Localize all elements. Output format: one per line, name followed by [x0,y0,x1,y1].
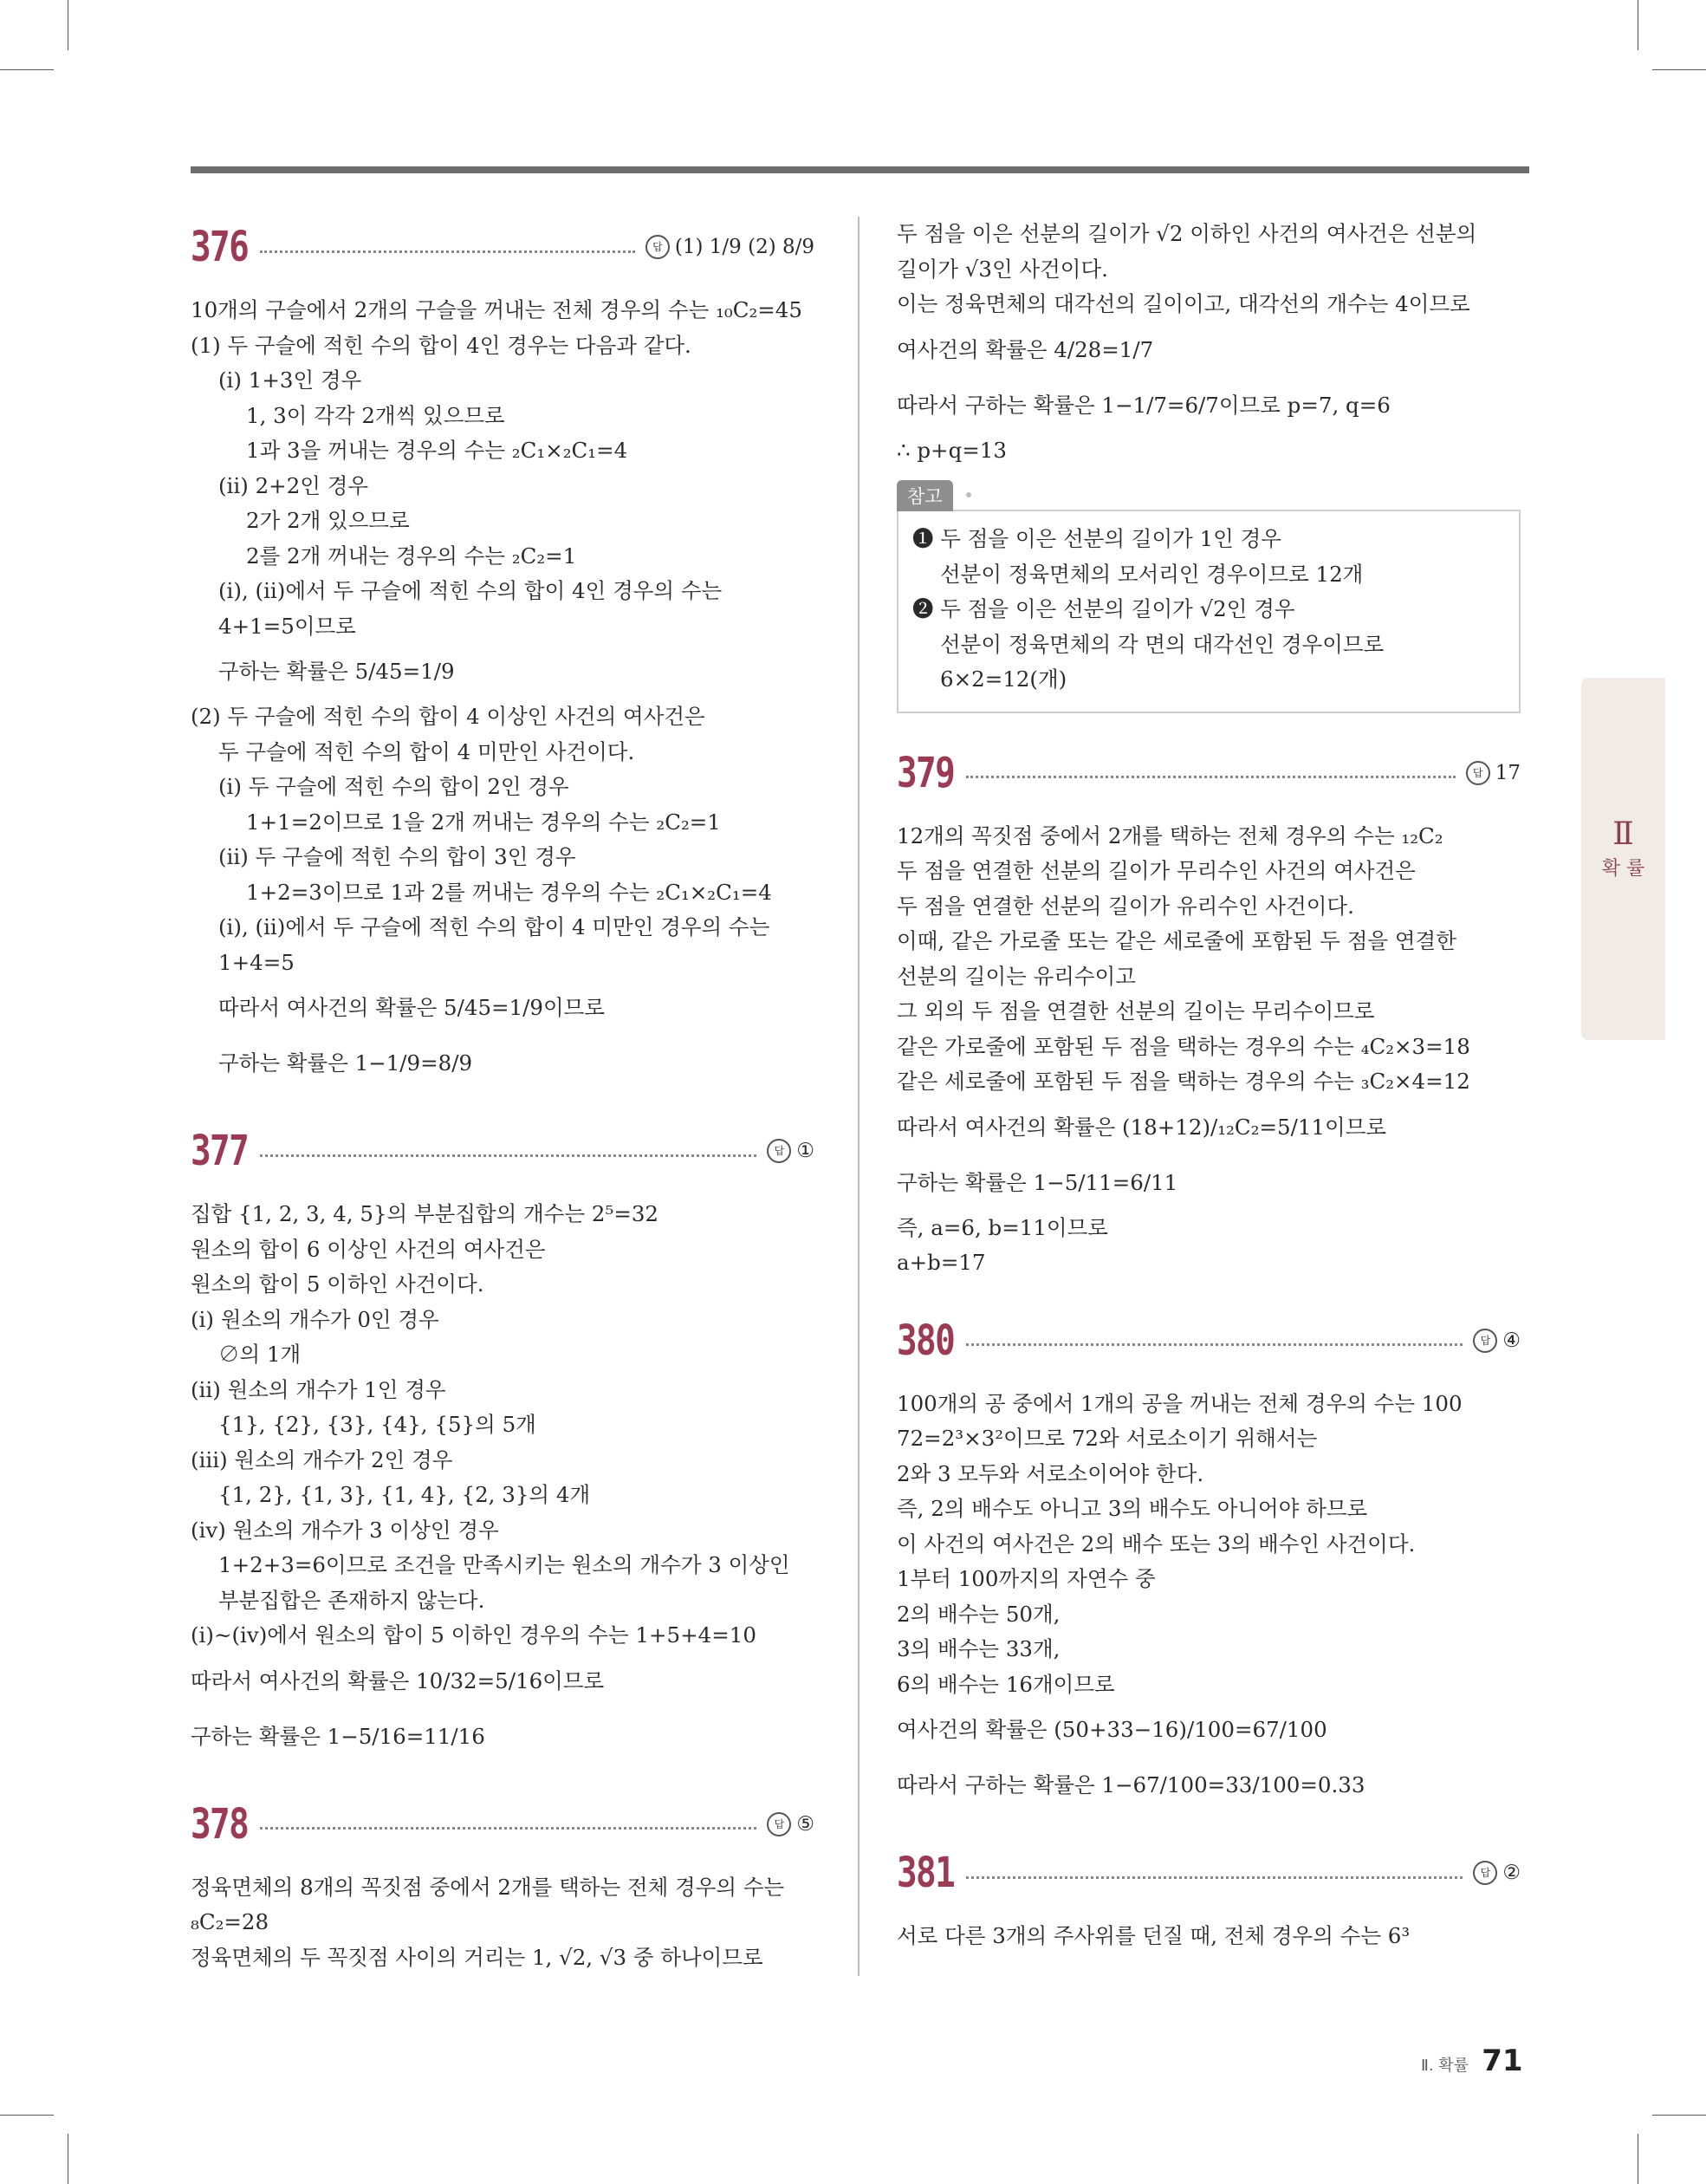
solution-line: (i) 원소의 개수가 0인 경우 [191,1306,439,1332]
section-gap [897,713,1521,743]
answer [1473,1861,1521,1885]
solution-line: 같은 세로줄에 포함된 두 점을 택하는 경우의 수는 ₃C₂×4=12 [897,1069,1470,1094]
problem-header [191,217,814,277]
solution-line: ∴ p+q=13 [897,437,1007,463]
solution-line: 4+1=5이므로 [218,613,356,639]
solution-line: 따라서 여사건의 확률은 (18+12)/₁₂C₂=5/11이므로 [897,1114,1387,1140]
answer [645,235,814,259]
solution-line: 1+2=3이므로 1과 2를 꺼내는 경우의 수는 ₂C₁×₂C₁=4 [246,879,772,905]
column-divider [858,217,859,1976]
solution-line: 100개의 공 중에서 1개의 공을 꺼내는 전체 경우의 수는 100 [897,1390,1463,1416]
answer-text: ④ [1502,1329,1521,1352]
solution-line: 구하는 확률은 5/45=1/9 [218,659,455,684]
section-gap [191,1091,814,1121]
solution-line: 따라서 구하는 확률은 1−1/7=6/7이므로 p=7, q=6 [897,392,1391,418]
solution-line: (i)~(iv)에서 원소의 합이 5 이하인 경우의 수는 1+5+4=10 [191,1622,756,1648]
answer-icon: 답 [1473,1329,1497,1353]
problem-number: 377 [191,1127,249,1175]
solution-line: 두 구슬에 적힌 수의 합이 4 미만인 사건이다. [218,738,635,764]
answer-text: ② [1502,1862,1521,1884]
solution-line: 이때, 같은 가로줄 또는 같은 세로줄에 포함된 두 점을 연결한 [897,928,1456,953]
solution-line: 서로 다른 3개의 주사위를 던질 때, 전체 경우의 수는 6³ [897,1923,1411,1948]
solution-line: 그 외의 두 점을 연결한 선분의 길이는 무리수이므로 [897,998,1375,1024]
solution-line: 두 점을 이은 선분의 길이가 √2 이하인 사건의 여사건은 선분의 [897,221,1477,246]
answer [767,1139,814,1163]
problem-header [897,1843,1521,1903]
solution-line: (2) 두 구슬에 적힌 수의 합이 4 이상인 사건의 여사건은 [191,704,705,729]
solution-line: (ii) 원소의 개수가 1인 경우 [191,1376,446,1402]
solution-line: 2를 2개 꺼내는 경우의 수는 ₂C₂=1 [246,543,577,569]
solution-line: ∅의 1개 [218,1342,302,1367]
answer-text: ⑤ [796,1812,814,1836]
solution-line: 따라서 구하는 확률은 1−67/100=33/100=0.33 [897,1772,1365,1797]
solution-line: 여사건의 확률은 4/28=1/7 [897,336,1154,362]
solution-line: 10개의 구슬에서 2개의 구슬을 꺼내는 전체 경우의 수는 ₁₀C₂=45 [191,297,802,322]
page-number: 71 [1482,2044,1523,2078]
chapter-side-label: 확 률 [1601,858,1645,880]
answer-icon: 답 [1473,1861,1497,1885]
note-label: 참고 [897,480,953,511]
problem-header [897,743,1521,803]
note-body [897,510,1521,713]
right-column [897,217,1521,1954]
crop-mark [1652,2115,1706,2116]
note-line: 선분이 정육면체의 모서리인 경우이므로 12개 [940,561,1364,587]
solution-line: 이 사건의 여사건은 2의 배수 또는 3의 배수인 사건이다. [897,1531,1416,1557]
answer [1473,1329,1521,1353]
problem-number: 379 [897,748,955,797]
solution-line: 따라서 여사건의 확률은 10/32=5/16이므로 [191,1667,605,1693]
left-column [191,217,814,1975]
answer-text: 17 [1495,761,1521,784]
solution-line: 2의 배수는 50개, [897,1601,1061,1627]
solution-line: (i), (ii)에서 두 구슬에 적힌 수의 합이 4인 경우의 수는 [218,578,723,603]
solution-line: 집합 {1, 2, 3, 4, 5}의 부분집합의 개수는 2⁵=32 [191,1201,659,1226]
solution-line: 부분집합은 존재하지 않는다. [218,1587,485,1613]
problem-number: 378 [191,1799,249,1849]
solution-line: 2가 2개 있으므로 [246,508,410,533]
page-footer [1421,2044,1523,2078]
solution-line: (i) 1+3인 경우 [218,367,362,393]
solution-line: 구하는 확률은 1−5/11=6/11 [897,1169,1178,1195]
solution-line: a+b=17 [897,1250,986,1275]
solution-line: 1+4=5 [218,949,295,975]
note-line: 6×2=12(개) [940,666,1067,692]
solution-line: (ii) 두 구슬에 적힌 수의 합이 3인 경우 [218,844,576,869]
solution-line: 즉, a=6, b=11이므로 [897,1214,1108,1240]
solution-line: 구하는 확률은 1−1/9=8/9 [218,1050,473,1076]
leader-dots [966,1876,1463,1879]
chapter-roman-numeral: Ⅱ [1612,816,1634,852]
header-rule [191,166,1529,173]
crop-mark [0,2115,54,2116]
problem-number: 376 [191,223,249,271]
solution-line: 1과 3을 꺼내는 경우의 수는 ₂C₁×₂C₁=4 [246,438,628,463]
solution-line: ₈C₂=28 [191,1909,269,1934]
solution-line: 3의 배수는 33개, [897,1636,1061,1661]
solution-line: 길이가 √3인 사건이다. [897,256,1108,282]
leader-dots [966,776,1456,778]
solution-line: 정육면체의 8개의 꼭짓점 중에서 2개를 택하는 전체 경우의 수는 [191,1874,785,1900]
solution-line: 즉, 2의 배수도 아니고 3의 배수도 아니어야 하므로 [897,1496,1368,1521]
solution-line: 1부터 100까지의 자연수 중 [897,1566,1156,1591]
answer-icon: 답 [645,235,670,259]
problem-header [191,1794,814,1855]
section-gap [191,1765,814,1794]
leader-dots [260,1154,756,1157]
answer-icon: 답 [767,1139,791,1163]
solution-line: 따라서 여사건의 확률은 5/45=1/9이므로 [218,995,606,1020]
solution-line: 이는 정육면체의 대각선의 길이이고, 대각선의 개수는 4이므로 [897,291,1470,316]
solution-line: 1+2+3=6이므로 조건을 만족시키는 원소의 개수가 3 이상인 [218,1552,790,1577]
solution-line: 여사건의 확률은 (50+33−16)/100=67/100 [897,1717,1327,1742]
solution-line: 12개의 꼭짓점 중에서 2개를 택하는 전체 경우의 수는 ₁₂C₂ [897,822,1443,848]
solution-line: 두 점을 연결한 선분의 길이가 무리수인 사건의 여사건은 [897,858,1416,883]
crop-mark [0,69,54,70]
chapter-side-tab [1581,678,1665,1040]
answer-text: (1) 1/9 (2) 8/9 [674,236,814,258]
solution-line: (iv) 원소의 개수가 3 이상인 경우 [191,1517,499,1543]
problem-header [191,1121,814,1181]
answer-text: ① [796,1140,814,1162]
crop-mark [1652,69,1706,70]
note-box [897,480,1521,713]
section-gap [897,1813,1521,1843]
chapter-label: Ⅱ. 확률 [1421,2057,1469,2075]
problem-header [897,1310,1521,1371]
solution-line: 6의 배수는 16개이므로 [897,1671,1115,1697]
solution-line: 정육면체의 두 꼭짓점 사이의 거리는 1, √2, √3 중 하나이므로 [191,1944,763,1970]
answer [1466,761,1521,785]
answer-icon: 답 [1466,761,1490,785]
note-line: ❶ 두 점을 이은 선분의 길이가 1인 경우 [912,526,1281,551]
leader-dots [966,1343,1463,1346]
answer [767,1812,814,1836]
solution-line: 같은 가로줄에 포함된 두 점을 택하는 경우의 수는 ₄C₂×3=18 [897,1033,1470,1059]
solution-line: 선분의 길이는 유리수이고 [897,963,1136,989]
section-gap [897,1281,1521,1310]
solution-line: 구하는 확률은 1−5/16=11/16 [191,1723,485,1749]
leader-dots [260,1827,756,1830]
answer-icon: 답 [767,1812,791,1836]
solution-line: (i) 두 구슬에 적힌 수의 합이 2인 경우 [218,774,569,799]
solution-line: 72=2³×3²이므로 72와 서로소이기 위해서는 [897,1426,1318,1451]
solution-line: 원소의 합이 5 이하인 사건이다. [191,1271,484,1297]
solution-line: (iii) 원소의 개수가 2인 경우 [191,1446,453,1472]
solution-line: 1+1=2이므로 1을 2개 꺼내는 경우의 수는 ₂C₂=1 [246,809,721,835]
solution-line: 두 점을 연결한 선분의 길이가 유리수인 사건이다. [897,893,1354,919]
note-line: ❷ 두 점을 이은 선분의 길이가 √2인 경우 [912,596,1295,621]
solution-line: (1) 두 구슬에 적힌 수의 합이 4인 경우는 다음과 같다. [191,332,691,358]
solution-line: (ii) 2+2인 경우 [218,472,369,498]
solution-line: 1, 3이 각각 2개씩 있으므로 [246,402,505,428]
solution-line: 원소의 합이 6 이상인 사건의 여사건은 [191,1236,546,1262]
solution-line: {1}, {2}, {3}, {4}, {5}의 5개 [218,1412,536,1437]
note-dot [966,492,971,497]
note-line: 선분이 정육면체의 각 면의 대각선인 경우이므로 [940,631,1385,657]
solution-line: 2와 3 모두와 서로소이어야 한다. [897,1460,1204,1486]
problem-number: 381 [897,1849,955,1897]
solution-line: (i), (ii)에서 두 구슬에 적힌 수의 합이 4 미만인 경우의 수는 [218,914,770,939]
problem-number: 380 [897,1316,955,1365]
solution-line: {1, 2}, {1, 3}, {1, 4}, {2, 3}의 4개 [218,1482,591,1507]
leader-dots [260,250,635,253]
